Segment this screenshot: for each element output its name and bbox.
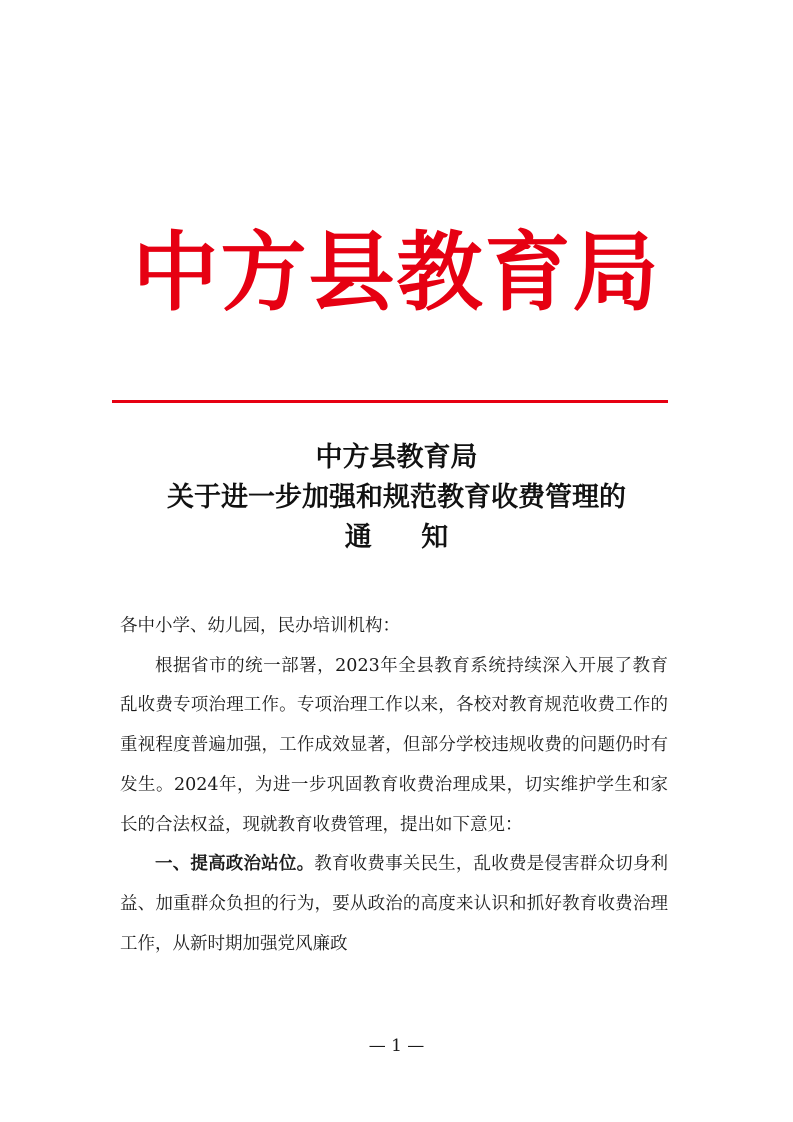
salutation: 各中小学、幼儿园，民办培训机构： [120,616,400,636]
document-body [120,607,668,964]
section-heading: 一、提高政治站位。 [155,854,315,875]
paragraph-intro: 根据省市的统一部署，2023年全县教育系统持续深入开展了教育乱收费专项治理工作。专项治理工作以来，各校对教育规范收费工作的重视程度普遍加强，工作成效显著，但部分学校违规收费的问题仍时有发生。2024年，为进一步巩固教育收费治理成果，切实维护学生和家长的合法权益，现就教育收费管理，提出如下意见： [120,655,668,835]
page-number: — 1 — [368,1036,425,1056]
title-line-notice: 通 知 [344,522,469,553]
title-line-issuer: 中方县教育局 [315,442,478,473]
red-divider-line [112,400,668,403]
section-text: 教育收费事关民生，乱收费是侵害群众切身利益、加重群众负担的行为，要从政治的高度来认识和抓好教育收费治理工作，从新时期加强党风廉政 [120,854,669,954]
document-title [0,438,793,558]
paragraph-section-1 [120,845,668,964]
title-line-subject: 关于进一步加强和规范教育收费管理的 [167,482,626,513]
masthead-org-name: 中方县教育局 [132,222,661,323]
